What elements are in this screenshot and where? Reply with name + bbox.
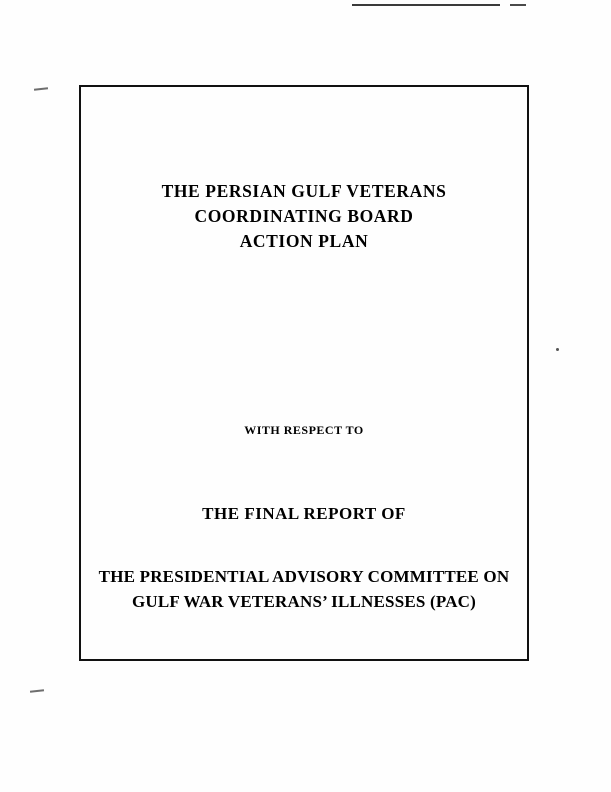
scan-artifact-tick-upper [34,87,48,90]
scan-artifact-dot [556,348,559,351]
scan-artifact-line-top-right [510,4,526,6]
committee-line-2: GULF WAR VETERANS’ ILLNESSES (PAC) [131,592,477,611]
final-report-text: THE FINAL REPORT OF [202,504,406,523]
main-title-line-3: ACTION PLAN [239,231,369,251]
title-frame-content [81,87,527,659]
with-respect-to-text: WITH RESPECT TO [244,423,364,437]
main-title-line-1: THE PERSIAN GULF VETERANS [161,181,447,201]
main-title [81,179,527,254]
main-title-line-2: COORDINATING BOARD [194,206,414,226]
final-report-block [81,504,527,524]
committee-line-1: THE PRESIDENTIAL ADVISORY COMMITTEE ON [98,567,510,586]
with-respect-to-block [81,423,527,438]
committee-block [71,564,537,614]
scan-artifact-tick-lower [30,689,44,692]
scan-artifact-line-top-left [352,4,500,6]
title-border-frame [79,85,529,661]
